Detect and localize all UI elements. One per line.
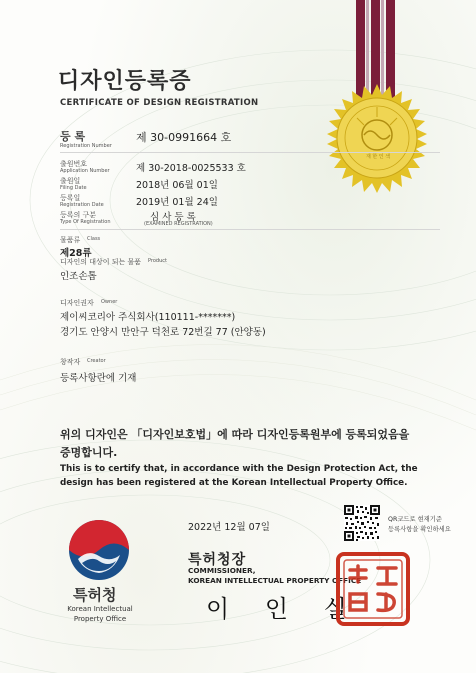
product-label: 디자인의 대상이 되는 물품	[60, 258, 142, 266]
owner-address: 경기도 안양시 만안구 덕천로 72번길 77 (안양동)	[60, 327, 266, 338]
registration-date-label-en: Registration Date	[60, 202, 104, 208]
commissioner-signature: 이 인 실	[206, 595, 361, 623]
office-name-english	[50, 605, 150, 623]
type-of-registration-value: 심 사 등 록	[150, 212, 196, 223]
qr-code-icon[interactable]	[344, 505, 380, 541]
office-name-english-line1: Korean Intellectual	[67, 605, 133, 613]
class-value: 제28류	[60, 248, 92, 259]
title-korean: 디자인등록증	[58, 69, 192, 94]
application-number-label: 출원번호	[60, 160, 88, 168]
statement-korean-line1: 위의 디자인은 「디자인보호법」에 따라 디자인등록원부에 등록되었음을	[60, 428, 410, 441]
qr-note-line2: 등록사항을 확인하세요	[388, 526, 451, 533]
commissioner-title-english-line2: KOREAN INTELLECTUAL PROPERTY OFFICE	[188, 576, 362, 585]
statement-english: This is to certify that, in accordance with the Design Protection Act, the design has been registered at the Korean Intellectual Property Office.	[60, 464, 418, 488]
statement-korean-line2: 증명합니다.	[60, 446, 118, 459]
official-stamp	[336, 552, 410, 626]
title-english: CERTIFICATE OF DESIGN REGISTRATION	[60, 98, 259, 108]
creator-label-en: Creator	[87, 358, 106, 364]
filing-date-label: 출원일	[60, 177, 81, 185]
office-name-korean: 특허청	[73, 586, 117, 604]
owner-label: 디자인권자	[60, 299, 94, 307]
qr-note	[388, 515, 451, 535]
office-name-english-line2: Property Office	[73, 615, 127, 623]
product-value: 인조손톱	[60, 271, 97, 282]
registration-number-value: 제 30-0991664 호	[136, 131, 232, 144]
application-number-value: 제 30-2018-0025533 호	[136, 163, 246, 174]
divider	[60, 152, 440, 153]
commissioner-title-english-line1: COMMISSIONER,	[188, 566, 256, 575]
application-number-label-en: Application Number	[60, 168, 110, 174]
qr-note-line1: QR코드로 현재기준	[388, 516, 442, 523]
filing-date-label-en: Filing Date	[60, 185, 87, 191]
divider	[60, 229, 440, 230]
owner-label-en: Owner	[101, 299, 118, 305]
owner-name: 제이씨코리아 주식회사(110111-*******)	[60, 312, 236, 323]
registration-number-label-en: Registration Number	[60, 143, 112, 149]
creator-label: 창작자	[60, 358, 81, 366]
gold-seal	[322, 83, 432, 193]
registration-date-label: 등록일	[60, 194, 81, 202]
registration-date-value: 2019년 01월 24일	[136, 197, 218, 208]
issue-date: 2022년 12월 07일	[188, 522, 270, 533]
class-label: 물품류	[60, 236, 81, 244]
filing-date-value: 2018년 06월 01일	[136, 180, 218, 191]
type-of-registration-label-en: Type Of Registration	[60, 219, 111, 225]
statement-korean	[60, 426, 440, 460]
type-of-registration-value-en: (EXAMINED REGISTRATION)	[144, 221, 213, 227]
type-of-registration-label: 등록의 구분	[60, 211, 97, 219]
registration-number-label: 등 록	[60, 130, 86, 143]
product-label-en: Product	[148, 258, 167, 264]
commissioner-title-korean: 특허청장	[188, 552, 247, 568]
seal-text: 재 한 인 색	[365, 154, 391, 160]
kipo-logo-icon	[68, 519, 130, 581]
class-label-en: Class	[87, 236, 101, 242]
creator-value: 등록사항란에 기재	[60, 373, 137, 384]
